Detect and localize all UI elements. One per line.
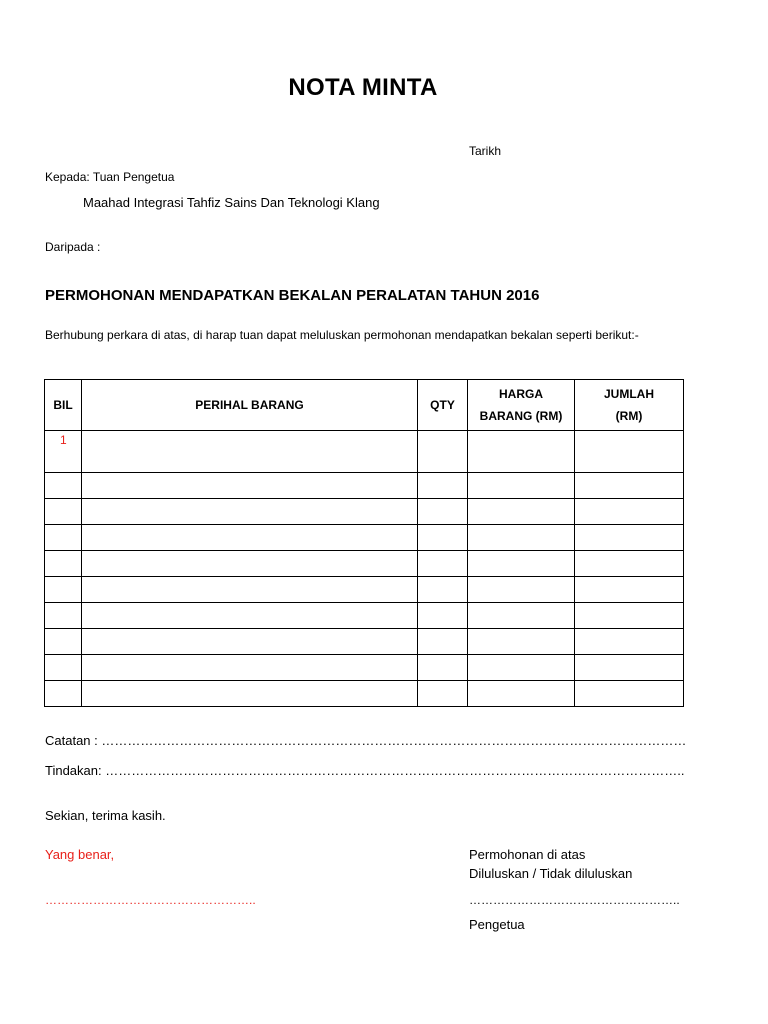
cell-jumlah[interactable] xyxy=(575,603,684,629)
cell-jumlah[interactable] xyxy=(575,499,684,525)
cell-harga[interactable] xyxy=(468,431,575,473)
cell-jumlah[interactable] xyxy=(575,629,684,655)
signature-line-left[interactable]: …………………………………………….. xyxy=(45,893,256,907)
table-row xyxy=(45,431,684,473)
cell-harga[interactable] xyxy=(468,655,575,681)
cell-perihal[interactable] xyxy=(82,629,418,655)
cell-perihal[interactable] xyxy=(82,655,418,681)
cell-perihal[interactable] xyxy=(82,525,418,551)
cell-jumlah[interactable] xyxy=(575,655,684,681)
cell-bil[interactable] xyxy=(45,655,82,681)
header-jumlah-line1: JUMLAH xyxy=(604,387,654,401)
yang-benar-label: Yang benar, xyxy=(45,847,115,862)
subject-heading: PERMOHONAN MENDAPATKAN BEKALAN PERALATAN TAHUN 2016 xyxy=(45,287,540,304)
table-row xyxy=(45,525,684,551)
header-harga xyxy=(468,380,575,431)
cell-harga[interactable] xyxy=(468,473,575,499)
cell-qty[interactable] xyxy=(418,629,468,655)
cell-jumlah[interactable] xyxy=(575,473,684,499)
cell-perihal[interactable] xyxy=(82,473,418,499)
signature-line-right[interactable]: …………………………………………….. xyxy=(469,893,680,907)
table-row xyxy=(45,473,684,499)
row-number: 1 xyxy=(45,431,82,473)
cell-harga[interactable] xyxy=(468,629,575,655)
header-jumlah xyxy=(575,380,684,431)
pengetua-label: Pengetua xyxy=(469,917,525,932)
cell-qty[interactable] xyxy=(418,577,468,603)
recipient-label: Kepada: Tuan Pengetua xyxy=(45,170,175,184)
cell-harga[interactable] xyxy=(468,551,575,577)
cell-perihal[interactable] xyxy=(82,681,418,707)
cell-qty[interactable] xyxy=(418,431,468,473)
cell-qty[interactable] xyxy=(418,681,468,707)
cell-bil[interactable] xyxy=(45,551,82,577)
date-label: Tarikh xyxy=(469,144,502,158)
cell-bil[interactable] xyxy=(45,629,82,655)
cell-jumlah[interactable] xyxy=(575,525,684,551)
request-table xyxy=(44,379,684,707)
cell-perihal[interactable] xyxy=(82,551,418,577)
cell-harga[interactable] xyxy=(468,577,575,603)
cell-bil[interactable] xyxy=(45,499,82,525)
cell-perihal[interactable] xyxy=(82,431,418,473)
document-title: NOTA MINTA xyxy=(288,74,438,101)
cell-jumlah[interactable] xyxy=(575,551,684,577)
approval-line-1: Permohonan di atas xyxy=(469,847,586,862)
table-row xyxy=(45,629,684,655)
table-row xyxy=(45,681,684,707)
table-row xyxy=(45,551,684,577)
cell-bil[interactable] xyxy=(45,473,82,499)
cell-qty[interactable] xyxy=(418,655,468,681)
cell-qty[interactable] xyxy=(418,499,468,525)
intro-paragraph: Berhubung perkara di atas, di harap tuan dapat meluluskan permohonan mendapatkan bekalan seperti berikut:- xyxy=(45,328,639,342)
approval-line-2: Diluluskan / Tidak diluluskan xyxy=(469,866,633,881)
cell-harga[interactable] xyxy=(468,525,575,551)
catatan-line[interactable]: Catatan : ……………………………………………………………………………………………………………………… xyxy=(45,733,687,748)
table-row xyxy=(45,655,684,681)
closing-text: Sekian, terima kasih. xyxy=(45,808,166,823)
cell-qty[interactable] xyxy=(418,603,468,629)
cell-bil[interactable] xyxy=(45,681,82,707)
cell-qty[interactable] xyxy=(418,473,468,499)
cell-perihal[interactable] xyxy=(82,499,418,525)
header-harga-line1: HARGA xyxy=(499,387,543,401)
cell-perihal[interactable] xyxy=(82,603,418,629)
cell-jumlah[interactable] xyxy=(575,681,684,707)
table-row xyxy=(45,577,684,603)
cell-harga[interactable] xyxy=(468,603,575,629)
table-row xyxy=(45,603,684,629)
cell-perihal[interactable] xyxy=(82,577,418,603)
cell-harga[interactable] xyxy=(468,499,575,525)
header-bil: BIL xyxy=(45,380,82,431)
tindakan-line[interactable]: Tindakan: …………………………………………………………………………………………………………………….. xyxy=(45,763,685,778)
cell-qty[interactable] xyxy=(418,551,468,577)
cell-bil[interactable] xyxy=(45,603,82,629)
cell-jumlah[interactable] xyxy=(575,577,684,603)
cell-qty[interactable] xyxy=(418,525,468,551)
cell-bil[interactable] xyxy=(45,525,82,551)
header-qty: QTY xyxy=(418,380,468,431)
table-row xyxy=(45,499,684,525)
cell-bil[interactable] xyxy=(45,577,82,603)
school-name: Maahad Integrasi Tahfiz Sains Dan Teknologi Klang xyxy=(83,195,380,210)
header-perihal: PERIHAL BARANG xyxy=(82,380,418,431)
cell-harga[interactable] xyxy=(468,681,575,707)
header-jumlah-line2: (RM) xyxy=(615,409,643,423)
sender-label: Daripada : xyxy=(45,240,101,254)
table-header-row xyxy=(45,380,684,431)
header-harga-line2: BARANG (RM) xyxy=(479,409,563,423)
cell-jumlah[interactable] xyxy=(575,431,684,473)
